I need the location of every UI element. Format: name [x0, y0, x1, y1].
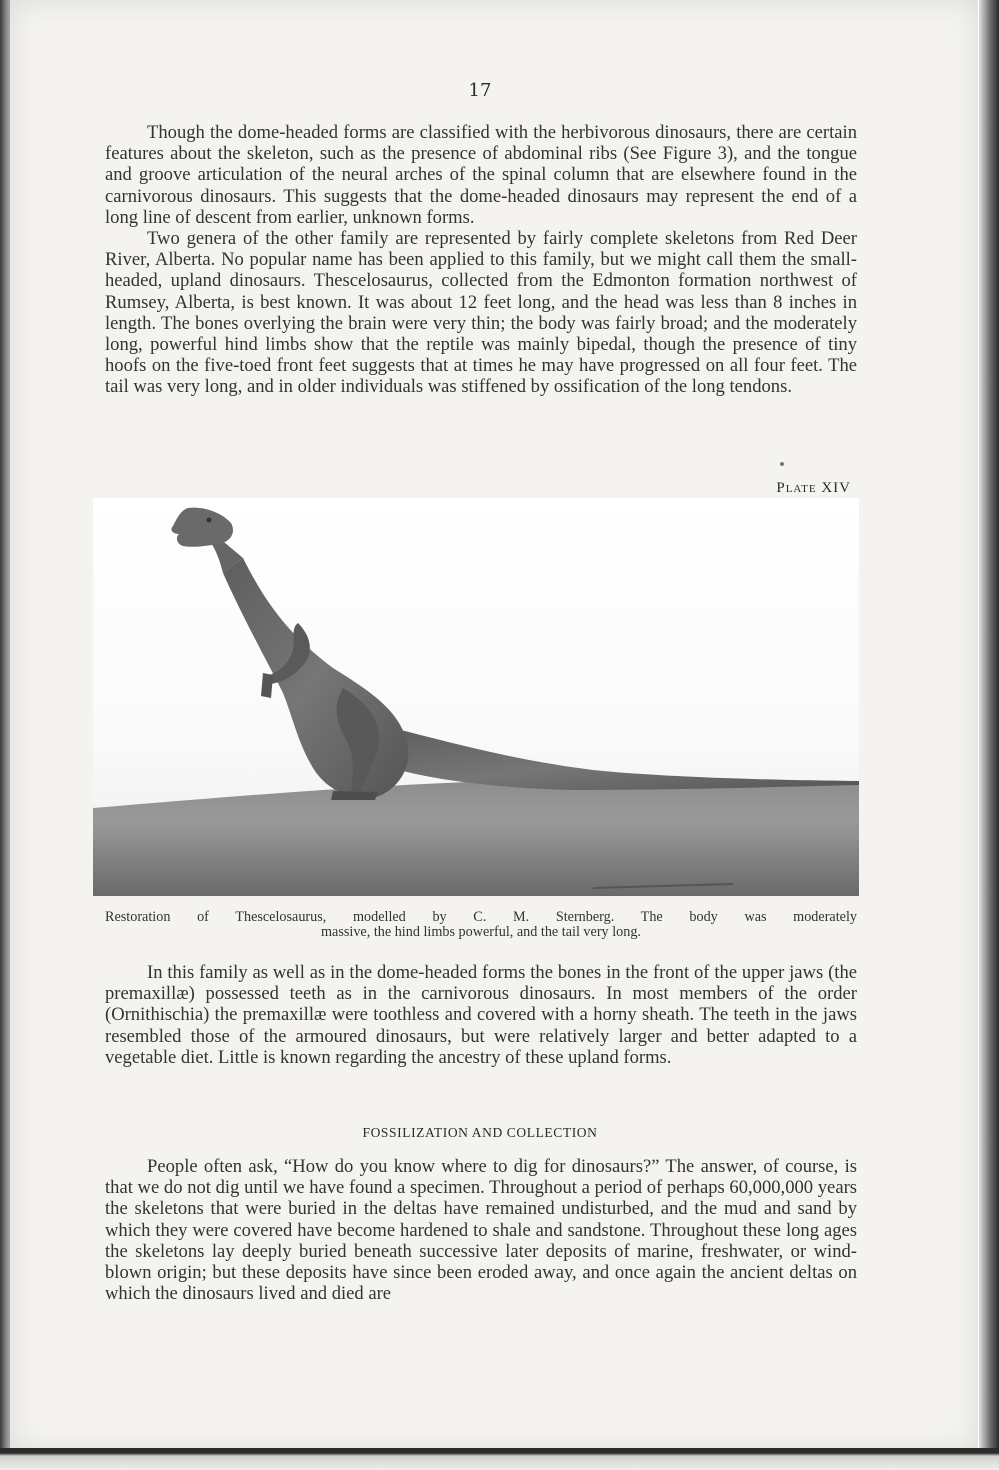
intro-text — [105, 122, 857, 398]
section-heading: FOSSILIZATION AND COLLECTION — [362, 1125, 598, 1140]
model-base — [93, 779, 859, 896]
plate-label: Plate XIV — [776, 480, 851, 496]
dinosaur-body — [223, 558, 408, 798]
book-edge-bottom — [0, 1448, 999, 1470]
dinosaur-head — [171, 508, 233, 547]
paragraph-two-genera: Two genera of the other family are represented by fairly complete skeletons from Red Deer River, Alberta. No popular name has been applied to this family, but we might call them the small-headed, upland dinosaurs. Thescelosaurus, collected from the Edmonton formation northwest of Rumsey, Alberta, is best known. It was about 12 feet long, and the head was less than 8 inches in length. The bones overlying the brain were very thin; the body was fairly broad; and the moderately long, powerful hind limbs show that the reptile was mainly bipedal, though the presence of tiny hoofs on the five-toed front feet suggests that at times he may have progressed on all four feet. The tail was very long, and in older individuals was stiffened by ossification of the long tendons. — [105, 228, 857, 398]
dinosaur-tail — [383, 728, 859, 790]
dinosaur-eye — [207, 518, 212, 523]
book-edge-right — [979, 0, 999, 1470]
caption-line-1: Restoration of Thescelosaurus, modelled by C. M. Sternberg. The body was moderately — [105, 909, 857, 925]
paragraph-people-often-ask: People often ask, “How do you know where to dig for dinosaurs?” The answer, of course, is that we do not dig until we have found a specimen. Throughout a period of perhaps 60,000,000 years the skeletons that were buried in the deltas have remained undisturbed, and the mud and sand by which they were covered have become hardened to shale and sandstone. Throughout these long ages the skeletons lay deeply buried beneath successive later deposits of marine, freshwater, or wind-blown origin; but these deposits have since been eroded away, and once again the ancient deltas on which the dinosaurs lived and died are — [105, 1156, 857, 1305]
paragraph-dome-headed: Though the dome-headed forms are classified with the herbivorous dinosaurs, there are certain features about the skeleton, such as the presence of abdominal ribs (See Figure 3), and the tongue and groove articulation of the neural arches of the spinal column that are elsewhere found in the carnivorous dinosaurs. This suggests that the dome-headed dinosaurs may represent the end of a long line of descent from earlier, unknown forms. — [105, 122, 857, 228]
dinosaur-forefoot — [261, 673, 273, 698]
plate-photograph — [93, 498, 859, 896]
paragraph-premaxillae: In this family as well as in the dome-headed forms the bones in the front of the upper jaws (the premaxillæ) possessed teeth as in the carnivorous dinosaurs. In most members of the order (Ornithischia) the premaxillæ were toothless and covered with a horny sheath. The teeth in the jaws resembled those of the armoured dinosaurs, but were relatively larger and better adapted to a vegetable diet. Little is known regarding the ancestry of these upland forms. — [105, 962, 857, 1068]
caption-line-2: massive, the hind limbs powerful, and the tail very long. — [321, 924, 641, 940]
section-text — [105, 1156, 857, 1304]
middle-text — [105, 962, 857, 1068]
page-number: 17 — [468, 80, 492, 101]
ink-speck — [780, 462, 784, 466]
dinosaur-hindfoot — [331, 791, 378, 800]
plate-caption — [105, 910, 857, 940]
thescelosaurus-model-illustration — [93, 498, 859, 896]
